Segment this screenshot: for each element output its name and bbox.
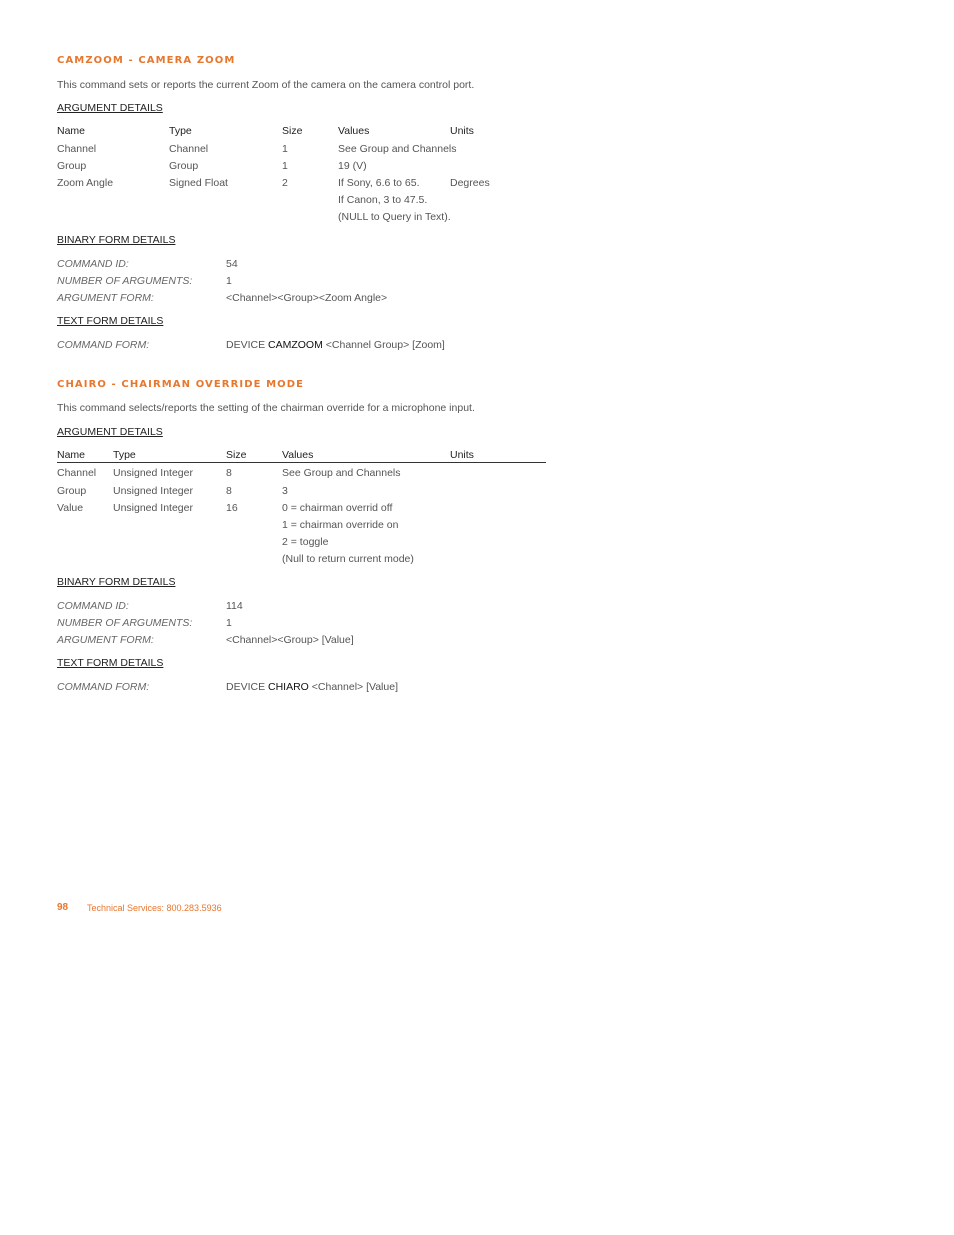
binary-form-heading: BINARY FORM DETAILS [57,234,176,246]
section-description-chairo: This command selects/reports the setting of the chairman override for a microphone input. [57,402,475,414]
cell-values: See Group and Channels [282,467,401,479]
command-form-label: COMMAND FORM: [57,681,150,693]
section-description-camzoom: This command sets or reports the current Zoom of the camera on the camera control port. [57,79,475,91]
col-header-units: Units [450,449,474,461]
cell-size: 16 [226,502,238,514]
cell-name: Channel [57,467,97,479]
col-header-name: Name [57,125,86,137]
binary-value: 54 [226,258,238,270]
col-header-values: Values [282,449,314,461]
cell-values: See Group and Channels [338,143,457,155]
cell-type: Unsigned Integer [113,485,193,497]
command-form-value [226,339,445,351]
cell-values: 0 = chairman overrid off [282,502,393,514]
cell-name: Group [57,160,87,172]
col-header-size: Size [226,449,247,461]
cell-name: Channel [57,143,97,155]
col-header-type: Type [169,125,192,137]
cell-values: If Sony, 6.6 to 65. [338,177,420,189]
cell-type: Signed Float [169,177,228,189]
cell-values: 1 = chairman override on [282,519,399,531]
text-form-heading: TEXT FORM DETAILS [57,315,164,327]
command-keyword: CAMZOOM [268,339,323,351]
cell-values: 19 (V) [338,160,367,172]
binary-value: 1 [226,275,232,287]
binary-form-heading: BINARY FORM DETAILS [57,576,176,588]
command-suffix: <Channel> [Value] [311,681,398,693]
cell-name: Group [57,485,87,497]
command-suffix: <Channel Group> [Zoom] [325,339,445,351]
cell-size: 1 [282,143,288,155]
cell-name: Zoom Angle [57,177,114,189]
command-form-value [226,681,398,693]
command-prefix: DEVICE [226,681,266,693]
binary-value: <Channel><Group> [Value] [226,634,354,646]
col-header-units: Units [450,125,474,137]
binary-label: ARGUMENT FORM: [57,292,154,304]
section-title-chairo: CHAIRO - CHAIRMAN OVERRIDE MODE [57,379,305,390]
binary-label: COMMAND ID: [57,258,129,270]
col-header-values: Values [338,125,370,137]
cell-values: (Null to return current mode) [282,553,414,565]
cell-size: 8 [226,467,232,479]
argument-details-heading: ARGUMENT DETAILS [57,102,163,114]
binary-label: COMMAND ID: [57,600,129,612]
command-prefix: DEVICE [226,339,266,351]
cell-type: Group [169,160,199,172]
cell-size: 1 [282,160,288,172]
cell-name: Value [57,502,84,514]
page-number: 98 [57,902,69,913]
cell-values: (NULL to Query in Text). [338,211,451,223]
cell-values: If Canon, 3 to 47.5. [338,194,428,206]
text-form-heading: TEXT FORM DETAILS [57,657,164,669]
col-header-name: Name [57,449,86,461]
cell-type: Channel [169,143,209,155]
cell-values: 2 = toggle [282,536,329,548]
table-header-rule [57,462,546,463]
cell-size: 8 [226,485,232,497]
footer-contact: Technical Services: 800.283.5936 [87,903,222,913]
cell-type: Unsigned Integer [113,502,193,514]
argument-details-heading: ARGUMENT DETAILS [57,426,163,438]
binary-value: 1 [226,617,232,629]
command-keyword: CHIARO [268,681,309,693]
command-form-label: COMMAND FORM: [57,339,150,351]
cell-size: 2 [282,177,288,189]
cell-values: 3 [282,485,288,497]
cell-units: Degrees [450,177,490,189]
binary-value: <Channel><Group><Zoom Angle> [226,292,388,304]
binary-label: ARGUMENT FORM: [57,634,154,646]
binary-value: 114 [226,600,243,612]
binary-label: NUMBER OF ARGUMENTS: [57,275,193,287]
binary-label: NUMBER OF ARGUMENTS: [57,617,193,629]
col-header-type: Type [113,449,136,461]
section-title-camzoom: CAMZOOM - CAMERA ZOOM [57,55,236,66]
col-header-size: Size [282,125,303,137]
cell-type: Unsigned Integer [113,467,193,479]
